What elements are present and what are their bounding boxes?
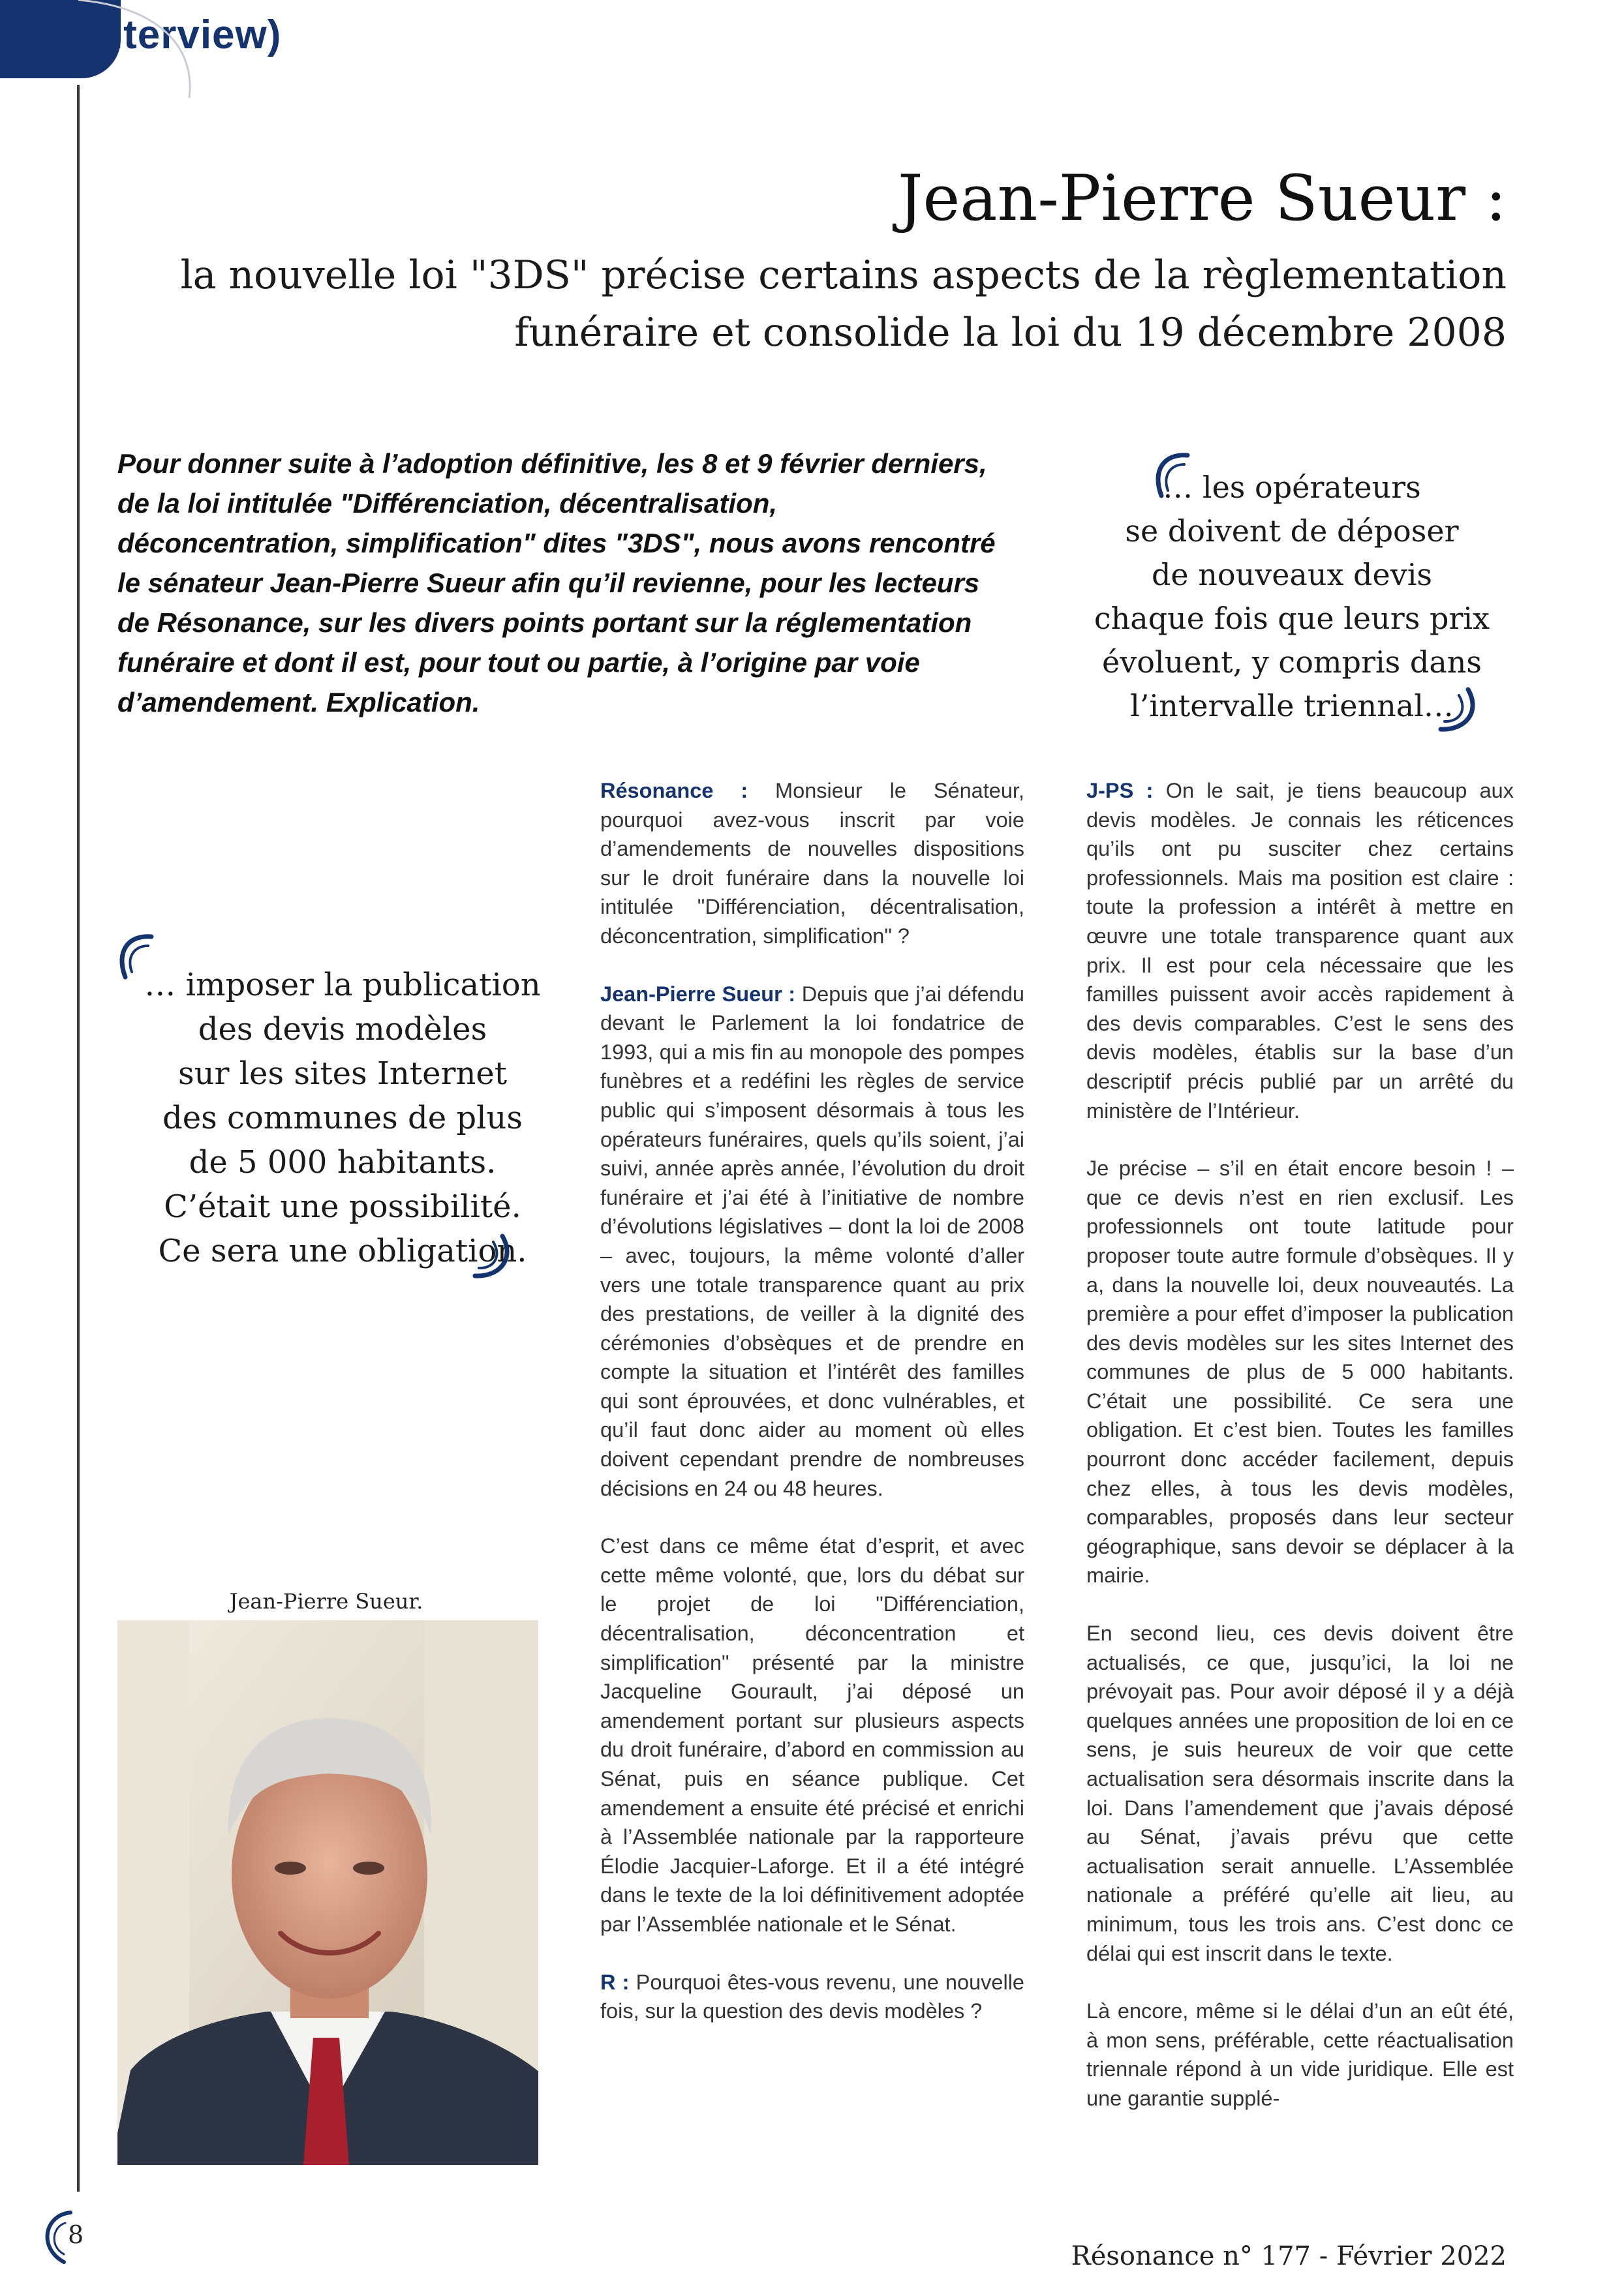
quote-line: l’intervalle triennal…: [1130, 688, 1454, 723]
paragraph: Je précise – s’il en était encore besoin ! – que ce devis n’est en rien exclusif. Les professionnels ont toute latitude pour proposer toute autre formule d’obsèques. Il y a, dans la nouvelle loi, deux nouveautés. La première a pour effet d’imposer la publication des devis modèles sur les sites Internet des communes de plus de 5 000 habitants. C’était une possibilité. Ce sera une obligation. Et c’est bien. Toutes les familles pourront donc accéder facilement, depuis chez elles, à tous les devis modèles, comparables, proposés dans leur secteur géographique, sans devoir se déplacer à la mairie.: [1086, 1156, 1514, 1588]
quote-line: se doivent de déposer: [1125, 513, 1459, 549]
decorative-arc: [65, 0, 196, 98]
paragraph-text: On le sait, je tiens beaucoup aux devis modèles. Je connais les réticences qu’ils ont pu susciter chez certains professionnels. Mais ma position est claire : toute la profession a intérêt à mettre en œuvre une totale transparence quant aux prix. Il est pour cela nécessaire que les familles puissent avoir accès rapidement à des devis comparables. C’est le sens des devis modèles, établis sur la base d’un descriptif précis publié par un arrêté du ministère de l’Intérieur.: [1086, 779, 1514, 1123]
close-quote-swirl-icon: [1435, 686, 1481, 735]
section-label: Interview): [86, 12, 282, 57]
subtitle-line-1: la nouvelle loi "3DS" précise certains aspects de la règlementation: [180, 252, 1507, 298]
paragraph-text: Pourquoi êtes-vous revenu, une nouvelle fois, sur la question des devis modèles ?: [600, 1970, 1024, 2023]
quote-line: chaque fois que leurs prix: [1094, 601, 1490, 636]
quote-line: … les opérateurs: [1163, 470, 1421, 505]
speaker-label: Jean-Pierre Sueur :: [600, 982, 796, 1006]
intro-paragraph: Pour donner suite à l’adoption définitive, les 8 et 9 février derniers, de la loi intitulée "Différenciation, décentralisation, déconcentration, simplification" dites "3DS", nous avons rencontré le sénateur Jean-Pierre Sueur afin qu’il revienne, pour les lecteurs de Résonance, sur les divers points portant sur la réglementation funéraire et dont il est, pour tout ou partie, à l’origine par voie d’amendement. Explication.: [117, 448, 996, 718]
paragraph: [600, 1968, 1024, 2026]
paragraph: Là encore, même si le délai d’un an eût été, à mon sens, préférable, cette réactualisation triennale répond à un vide juridique. Elle est une garantie supplé-: [1086, 1999, 1514, 2110]
paragraph: C’est dans ce même état d’esprit, et avec cette même volonté, que, lors du débat sur le projet de loi "Différenciation, décentralisation, déconcentration et simplification" présenté par la ministre Jacqueline Gourault, j’ai déposé un amendement portant sur plusieurs aspects du droit funéraire, d’abord en commission au Sénat, puis en séance publique. Cet amendement a ensuite été précisé et enrichi à l’Assemblée nationale par la rapporteure Élodie Jacquier-Laforge. Et il a été intégré dans le texte de la loi définitivement adoptée par l’Assemblée nationale et le Sénat.: [600, 1534, 1024, 1936]
open-quote-swirl-icon: [1148, 450, 1194, 502]
close-quote-swirl-icon: [470, 1233, 515, 1282]
paragraph: [600, 776, 1024, 951]
quote-line: sur les sites Internet: [177, 1055, 508, 1092]
paragraph-text: Monsieur le Sénateur, pourquoi avez-vous inscrit par voie d’amendements de nouvelles dispositions sur le droit funéraire dans la nouvelle loi intitulée "Différenciation, décentralisation, déconcentration, simplification" ?: [600, 779, 1024, 948]
paragraph: [600, 980, 1024, 1503]
quote-line: des communes de plus: [162, 1100, 523, 1136]
quote-line: de nouveaux devis: [1151, 557, 1433, 592]
speaker-label: Résonance :: [600, 779, 748, 802]
quote-line: de 5 000 habitants.: [189, 1144, 497, 1181]
article-title: Jean-Pierre Sueur :: [898, 162, 1507, 235]
paragraph: [1086, 776, 1514, 1125]
speaker-label: J-PS :: [1086, 779, 1154, 802]
margin-rule: [77, 85, 80, 2192]
quote-line: C’était une possibilité.: [164, 1188, 521, 1225]
quote-line: Ce sera une obligation.: [158, 1233, 527, 1269]
text-column-2: [600, 776, 1024, 2055]
paragraph-text: Depuis que j’ai défendu devant le Parlement la loi fondatrice de 1993, qui a mis fin au monopole des pompes funèbres et a redéfini les règles de service public qui s’imposent désormais à tous les opérateurs funéraires, quels qu’ils soient, j’ai suivi, année après année, l’évolution du droit funéraire et j’ai été à l’initiative de nombre d’évolutions législatives – dont la loi de 2008 – avec, toujours, la même volonté d’aller vers une totale transparence quant au prix des prestations, de veiller à la dignité des cérémonies d’obsèques et de prendre en compte la situation et l’intérêt des familles qui sont éprouvées, et donc vulnérables, et qu’il faut donc aider au moment où elles doivent cependant prendre de nombreuses décisions en 24 ou 48 heures.: [600, 982, 1024, 1500]
quote-line: évoluent, y compris dans: [1102, 644, 1482, 680]
quote-line: … imposer la publication: [144, 967, 541, 1003]
photo-caption: Jean-Pierre Sueur.: [229, 1589, 423, 1614]
paragraph: En second lieu, ces devis doivent être actualisés, ce que, jusqu’ici, la loi ne prévoyait pas. Pour avoir déposé il y a déjà quelques années une proposition de loi en ce sens, je suis heureux de voir que cette actualisation sera désormais inscrite dans la loi. Dans l’amendement que j’avais déposé au Sénat, j’avais prévu que cette actualisation serait annuelle. L’Assemblée nationale a préféré qu’elle ait lieu, au minimum, tous les trois ans. C’est donc ce délai qui est inscrit dans le texte.: [1086, 1622, 1514, 1965]
pull-quote-2: [117, 963, 568, 1273]
subtitle-line-2: funéraire et consolide la loi du 19 décembre 2008: [514, 310, 1507, 355]
open-quote-swirl-icon: [112, 931, 158, 984]
speaker-label: R :: [600, 1970, 630, 1994]
article-subtitle: [104, 247, 1507, 361]
publication-footer: Résonance n° 177 - Février 2022: [1071, 2241, 1507, 2271]
page-number: 8: [68, 2220, 84, 2249]
quote-line: des devis modèles: [198, 1011, 487, 1048]
portrait-photo: [117, 1620, 538, 2165]
text-column-3: [1086, 776, 1514, 2142]
